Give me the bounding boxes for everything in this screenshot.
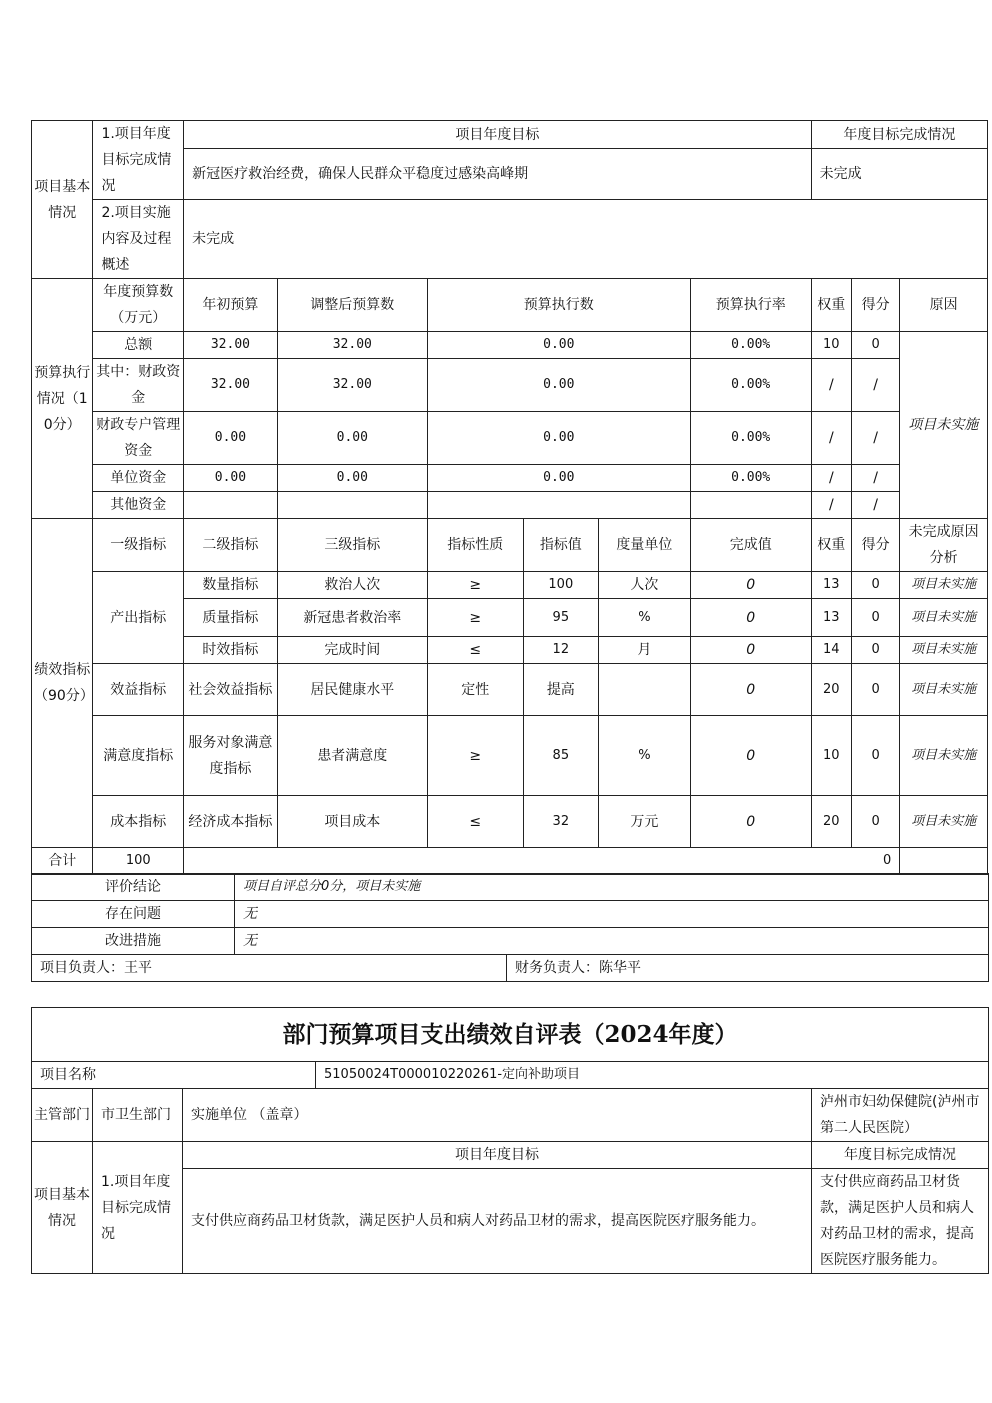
perf-header: 三级指标 [277,519,427,572]
budget-cell: 32.00 [277,359,427,412]
budget-cell: 0.00 [427,465,690,492]
perf-nature: ≥ [427,716,523,796]
project-name-label: 项目名称 [32,1062,316,1089]
perf-level1: 成本指标 [93,796,184,848]
budget-cell: 单位资金 [93,465,184,492]
budget-cell: / [811,412,851,465]
budget-cell: 32.00 [277,332,427,359]
perf-weight: 13 [811,599,851,637]
perf-level2: 时效指标 [184,637,278,664]
budget-cell: 0.00 [427,332,690,359]
budget-header-weight: 权重 [811,279,851,332]
budget-row [32,359,988,412]
perf-score: 0 [851,796,899,848]
perf-reason: 项目未实施 [900,599,988,637]
budget-cell: 0.00 [277,412,427,465]
budget-cell: 0.00 [184,465,278,492]
total-blank [900,848,988,875]
conclusion-text: 项目自评总分0分，项目未实施 [235,874,989,901]
budget-reason: 项目未实施 [900,332,988,519]
budget-cell: / [811,492,851,519]
budget-cell: / [811,359,851,412]
perf-value: 12 [523,637,599,664]
budget-header-adjusted: 调整后预算数 [277,279,427,332]
budget-cell: 0.00 [427,359,690,412]
perf-header: 得分 [851,519,899,572]
budget-row [32,492,988,519]
budget-header-initial: 年初预算 [184,279,278,332]
perf-level3: 项目成本 [277,796,427,848]
perf-done: 0 [690,664,811,716]
budget-cell: / [851,359,899,412]
perf-weight: 20 [811,796,851,848]
perf-header: 指标性质 [427,519,523,572]
basic-info-label-2: 项目基本情况 [32,1142,93,1274]
perf-unit: % [599,716,691,796]
perf-level3: 居民健康水平 [277,664,427,716]
perf-weight: 14 [811,637,851,664]
perf-row [32,664,988,716]
perf-level1: 满意度指标 [93,716,184,796]
perf-unit: 月 [599,637,691,664]
budget-header-reason: 原因 [900,279,988,332]
budget-cell [277,492,427,519]
improve-text: 无 [235,928,989,955]
annual-goal-label: 1.项目年度目标完成情况 [93,121,184,200]
implementation-text: 未完成 [184,200,988,279]
budget-row [32,412,988,465]
perf-section-label: 绩效指标（90分） [32,519,93,848]
budget-cell: 0.00 [427,412,690,465]
project-manager: 项目负责人：王平 [32,955,507,982]
perf-header: 度量单位 [599,519,691,572]
budget-cell: 0 [851,332,899,359]
budget-header-score: 得分 [851,279,899,332]
budget-cell: 总额 [93,332,184,359]
budget-cell: / [851,412,899,465]
performance-table-2 [31,1007,989,1274]
perf-value: 提高 [523,664,599,716]
budget-cell: 0.00 [184,412,278,465]
annual-goal-header-2: 项目年度目标 [183,1142,812,1169]
perf-weight: 10 [811,716,851,796]
perf-header: 权重 [811,519,851,572]
budget-cell: / [811,465,851,492]
budget-header-rate: 预算执行率 [690,279,811,332]
perf-level2: 服务对象满意度指标 [184,716,278,796]
perf-nature: ≤ [427,796,523,848]
perf-level2: 社会效益指标 [184,664,278,716]
dept-value: 市卫生部门 [93,1089,183,1142]
budget-section-label: 预算执行情况（10分） [32,279,93,519]
perf-reason: 项目未实施 [900,796,988,848]
budget-cell: 0.00% [690,465,811,492]
perf-reason: 项目未实施 [900,572,988,599]
goal-completion-text-2: 支付供应商药品卫材货款，满足医护人员和病人对药品卫材的需求，提高医院医疗服务能力。 [812,1169,989,1274]
perf-value: 95 [523,599,599,637]
perf-done: 0 [690,716,811,796]
perf-level2: 数量指标 [184,572,278,599]
finance-manager: 财务负责人：陈华平 [507,955,989,982]
perf-weight: 13 [811,572,851,599]
perf-reason: 项目未实施 [900,664,988,716]
budget-cell: / [851,465,899,492]
perf-level3: 完成时间 [277,637,427,664]
page-title: 部门预算项目支出绩效自评表（2024年度） [32,1008,989,1062]
budget-cell: / [851,492,899,519]
budget-header-executed: 预算执行数 [427,279,690,332]
budget-cell: 10 [811,332,851,359]
perf-level3: 患者满意度 [277,716,427,796]
budget-row [32,465,988,492]
budget-cell [690,492,811,519]
improve-label: 改进措施 [32,928,235,955]
total-value: 100 [93,848,184,875]
budget-cell: 0.00 [277,465,427,492]
budget-header-annual: 年度预算数（万元） [93,279,184,332]
performance-table-1 [31,120,988,875]
perf-row [32,572,988,599]
perf-done: 0 [690,637,811,664]
perf-nature: ≥ [427,599,523,637]
budget-cell: 0.00% [690,412,811,465]
perf-nature: ≥ [427,572,523,599]
annual-goal-header: 项目年度目标 [184,121,812,149]
perf-score: 0 [851,716,899,796]
budget-cell: 32.00 [184,359,278,412]
conclusion-label: 评价结论 [32,874,235,901]
perf-level3: 救治人次 [277,572,427,599]
perf-done: 0 [690,796,811,848]
implementation-label: 2.项目实施内容及过程概述 [93,200,184,279]
perf-score: 0 [851,637,899,664]
perf-header: 二级指标 [184,519,278,572]
perf-weight: 20 [811,664,851,716]
implementing-unit-value: 泸州市妇幼保健院(泸州市第二人民医院） [812,1089,989,1142]
budget-cell: 0.00% [690,332,811,359]
perf-unit: % [599,599,691,637]
performance-table-1-footer [31,873,989,982]
budget-cell: 财政专户管理资金 [93,412,184,465]
budget-cell: 32.00 [184,332,278,359]
perf-header: 指标值 [523,519,599,572]
problem-text: 无 [235,901,989,928]
perf-row [32,796,988,848]
annual-goal-text: 新冠医疗救治经费，确保人民群众平稳度过感染高峰期 [184,149,812,200]
basic-info-label: 项目基本情况 [32,121,93,279]
perf-nature: 定性 [427,664,523,716]
budget-cell: 其他资金 [93,492,184,519]
perf-reason: 项目未实施 [900,716,988,796]
perf-reason: 项目未实施 [900,637,988,664]
goal-completion-header-2: 年度目标完成情况 [812,1142,989,1169]
budget-cell: 其中：财政资金 [93,359,184,412]
perf-header: 一级指标 [93,519,184,572]
perf-value: 32 [523,796,599,848]
perf-value: 100 [523,572,599,599]
perf-header: 完成值 [690,519,811,572]
dept-label: 主管部门 [32,1089,93,1142]
perf-unit: 人次 [599,572,691,599]
perf-value: 85 [523,716,599,796]
perf-score: 0 [851,664,899,716]
total-score: 0 [184,848,900,875]
perf-done: 0 [690,572,811,599]
perf-level3: 新冠患者救治率 [277,599,427,637]
goal-completion-header: 年度目标完成情况 [811,121,987,149]
perf-score: 0 [851,572,899,599]
budget-cell: 0.00% [690,359,811,412]
problem-label: 存在问题 [32,901,235,928]
perf-row [32,716,988,796]
annual-goal-label-2: 1.项目年度目标完成情况 [93,1142,183,1274]
total-label: 合计 [32,848,93,875]
project-name-value: 51050024T000010220261-定向补助项目 [316,1062,989,1089]
perf-header: 未完成原因分析 [900,519,988,572]
perf-done: 0 [690,599,811,637]
perf-nature: ≤ [427,637,523,664]
perf-level2: 质量指标 [184,599,278,637]
perf-unit [599,664,691,716]
perf-level1: 产出指标 [93,572,184,664]
budget-cell [427,492,690,519]
budget-cell [184,492,278,519]
perf-level1: 效益指标 [93,664,184,716]
goal-completion-status: 未完成 [811,149,987,200]
annual-goal-text-2: 支付供应商药品卫材货款，满足医护人员和病人对药品卫材的需求，提高医院医疗服务能力。 [183,1169,812,1274]
perf-score: 0 [851,599,899,637]
budget-row [32,332,988,359]
perf-level2: 经济成本指标 [184,796,278,848]
perf-unit: 万元 [599,796,691,848]
implementing-unit-label: 实施单位 （盖章） [183,1089,812,1142]
